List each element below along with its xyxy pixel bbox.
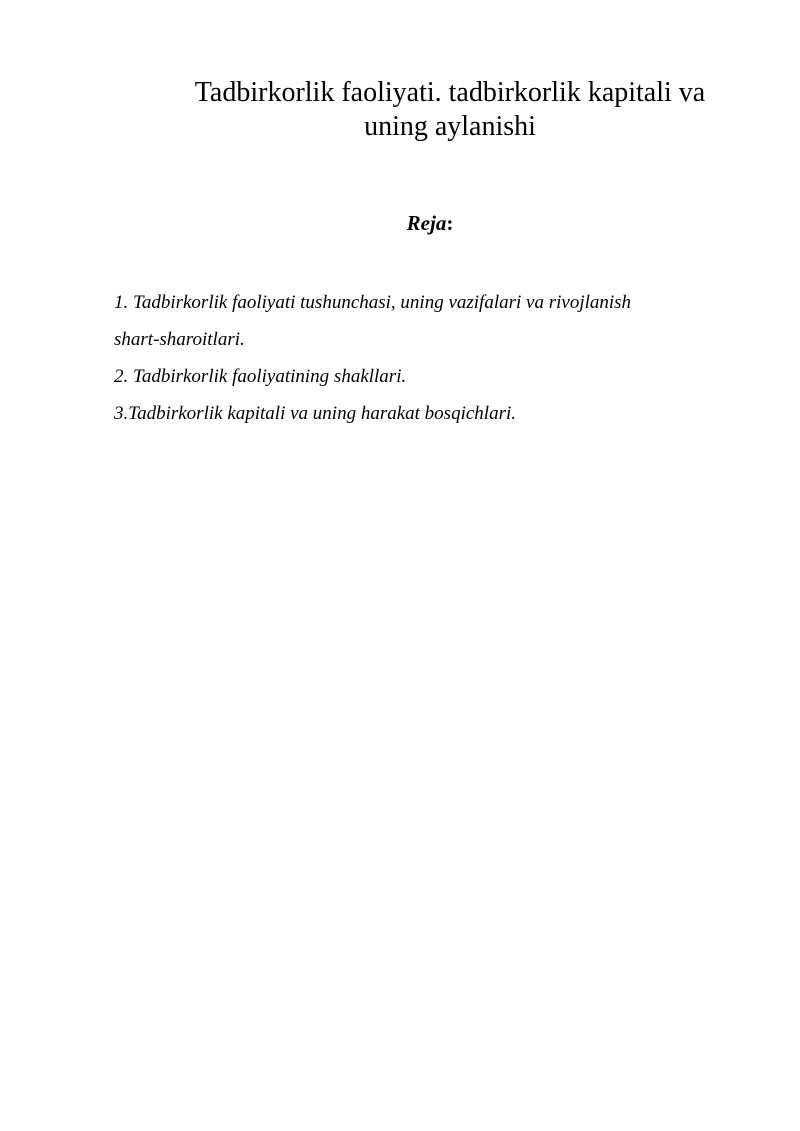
plan-item-3 — [114, 395, 734, 432]
plan-item-2-text: 2. Tadbirkorlik faoliyatining shakllari. — [114, 366, 407, 387]
plan-item-3-text: 3.Tadbirkorlik kapitali va uning harakat bosqichlari. — [114, 403, 516, 424]
document-title — [100, 76, 800, 144]
plan-list — [114, 284, 734, 432]
plan-item-1-line-1: 1. Tadbirkorlik faoliyati tushunchasi, uning vazifalari va rivojlanish — [114, 292, 632, 313]
plan-item-1-line-2: shart-sharoitlari. — [114, 329, 245, 350]
plan-item-1 — [114, 284, 734, 358]
plan-heading-label: Reja — [406, 211, 447, 235]
title-line-1: Tadbirkorlik faoliyati. tadbirkorlik kapitali va — [194, 77, 706, 108]
plan-heading-colon: : — [446, 211, 454, 235]
title-line-2: uning aylanishi — [364, 111, 536, 142]
plan-item-2 — [114, 358, 734, 395]
plan-heading — [0, 210, 800, 236]
